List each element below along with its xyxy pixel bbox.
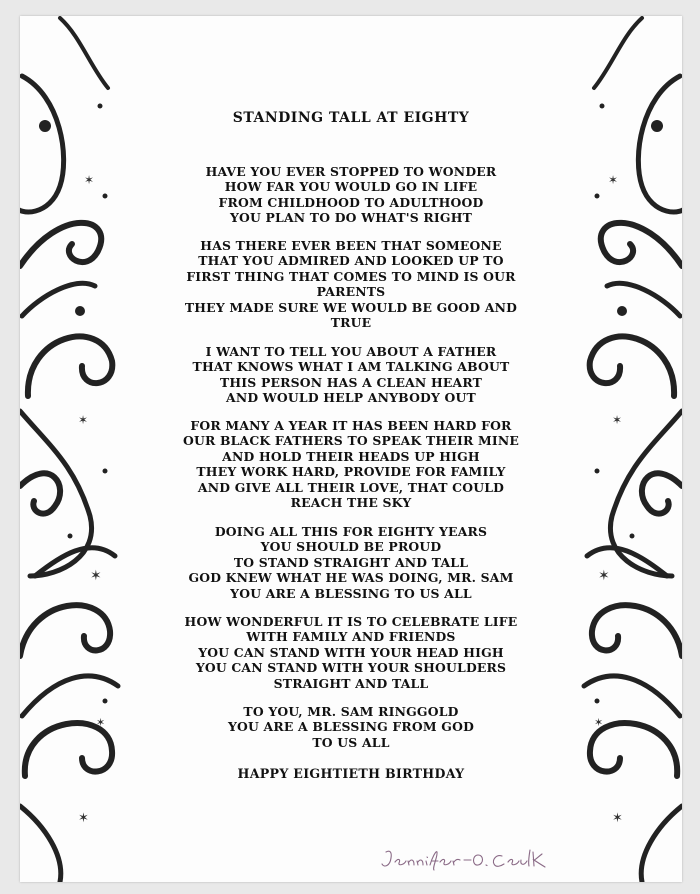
poem-line: OUR BLACK FATHERS TO SPEAK THEIR MINE [182, 433, 520, 449]
poem-line: I WANT TO TELL YOU ABOUT A FATHER [205, 344, 497, 359]
poem-line: YOU SHOULD BE PROUD [260, 539, 442, 555]
poem-line: HAVE YOU EVER STOPPED TO WONDER [205, 164, 497, 179]
svg-text:✶: ✶ [96, 716, 106, 729]
svg-text:✶: ✶ [612, 811, 623, 826]
poem-line: HOW WONDERFUL IT IS TO CELEBRATE LIFE [184, 614, 518, 629]
poem-line: REACH THE SKY [290, 495, 412, 511]
left-swirl-border [20, 16, 130, 882]
poem-line: FIRST THING THAT COMES TO MIND IS OUR [186, 268, 516, 284]
stanza-5 [160, 524, 542, 601]
stanza-3 [160, 344, 542, 406]
poem-line: WITH FAMILY AND FRIENDS [246, 629, 456, 645]
poem-line: THIS PERSON HAS A CLEAN HEART [219, 374, 483, 390]
svg-text:✶: ✶ [84, 173, 95, 187]
poem-line: TRUE [330, 315, 372, 331]
poem-line: YOU ARE A BLESSING FROM GOD [227, 719, 475, 735]
svg-text:✶: ✶ [90, 568, 102, 584]
poem-line: HOW FAR YOU WOULD GO IN LIFE [224, 179, 478, 195]
right-swirl-border [572, 16, 682, 882]
poem-line: THEY MADE SURE WE WOULD BE GOOD AND [184, 299, 518, 315]
poem-line: YOU CAN STAND WITH YOUR HEAD HIGH [198, 644, 504, 660]
poem-line: TO STAND STRAIGHT AND TALL [233, 554, 469, 570]
poem-line: YOU PLAN TO DO WHAT'S RIGHT [229, 210, 473, 226]
stanza-2 [160, 238, 542, 330]
poem-line: HAS THERE EVER BEEN THAT SOMEONE [200, 238, 502, 253]
poem-line: TO US ALL [312, 734, 390, 750]
svg-text:✶: ✶ [78, 811, 89, 826]
closing-line: HAPPY EIGHTIETH BIRTHDAY [237, 766, 465, 781]
stanza-6 [160, 614, 542, 691]
poem-line: THAT KNOWS WHAT I AM TALKING ABOUT [192, 359, 510, 375]
poem-line: THEY WORK HARD, PROVIDE FOR FAMILY [196, 464, 506, 480]
poem-line: STRAIGHT AND TALL [273, 675, 429, 691]
stanza-1 [160, 164, 542, 226]
stanza-7 [160, 704, 542, 750]
svg-text:✶: ✶ [608, 173, 619, 187]
svg-text:✶: ✶ [594, 716, 604, 729]
poem-line: YOU ARE A BLESSING TO US ALL [230, 585, 472, 601]
poem-line: AND WOULD HELP ANYBODY OUT [226, 390, 476, 406]
poem-line: PARENTS [316, 284, 386, 300]
poem-title: STANDING TALL AT EIGHTY [232, 110, 470, 126]
poem-line: AND GIVE ALL THEIR LOVE, THAT COULD [197, 479, 505, 495]
poem-line: GOD KNEW WHAT HE WAS DOING, MR. SAM [188, 570, 514, 586]
poem-line: THAT YOU ADMIRED AND LOOKED UP TO [198, 253, 504, 269]
stanza-4 [160, 418, 542, 510]
poem-line: AND HOLD THEIR HEADS UP HIGH [222, 448, 480, 464]
poem-line: YOU CAN STAND WITH YOUR SHOULDERS [195, 660, 507, 676]
poem-line: FROM CHILDHOOD TO ADULTHOOD [218, 194, 484, 210]
poem-line: TO YOU, MR. SAM RINGGOLD [243, 704, 459, 719]
svg-text:✶: ✶ [612, 413, 623, 427]
poem-line: FOR MANY A YEAR IT HAS BEEN HARD FOR [190, 418, 512, 433]
svg-text:✶: ✶ [598, 568, 610, 584]
poem-line: DOING ALL THIS FOR EIGHTY YEARS [214, 524, 488, 539]
svg-text:✶: ✶ [78, 413, 89, 427]
handwritten-signature [380, 846, 550, 872]
poem-page [20, 16, 682, 882]
